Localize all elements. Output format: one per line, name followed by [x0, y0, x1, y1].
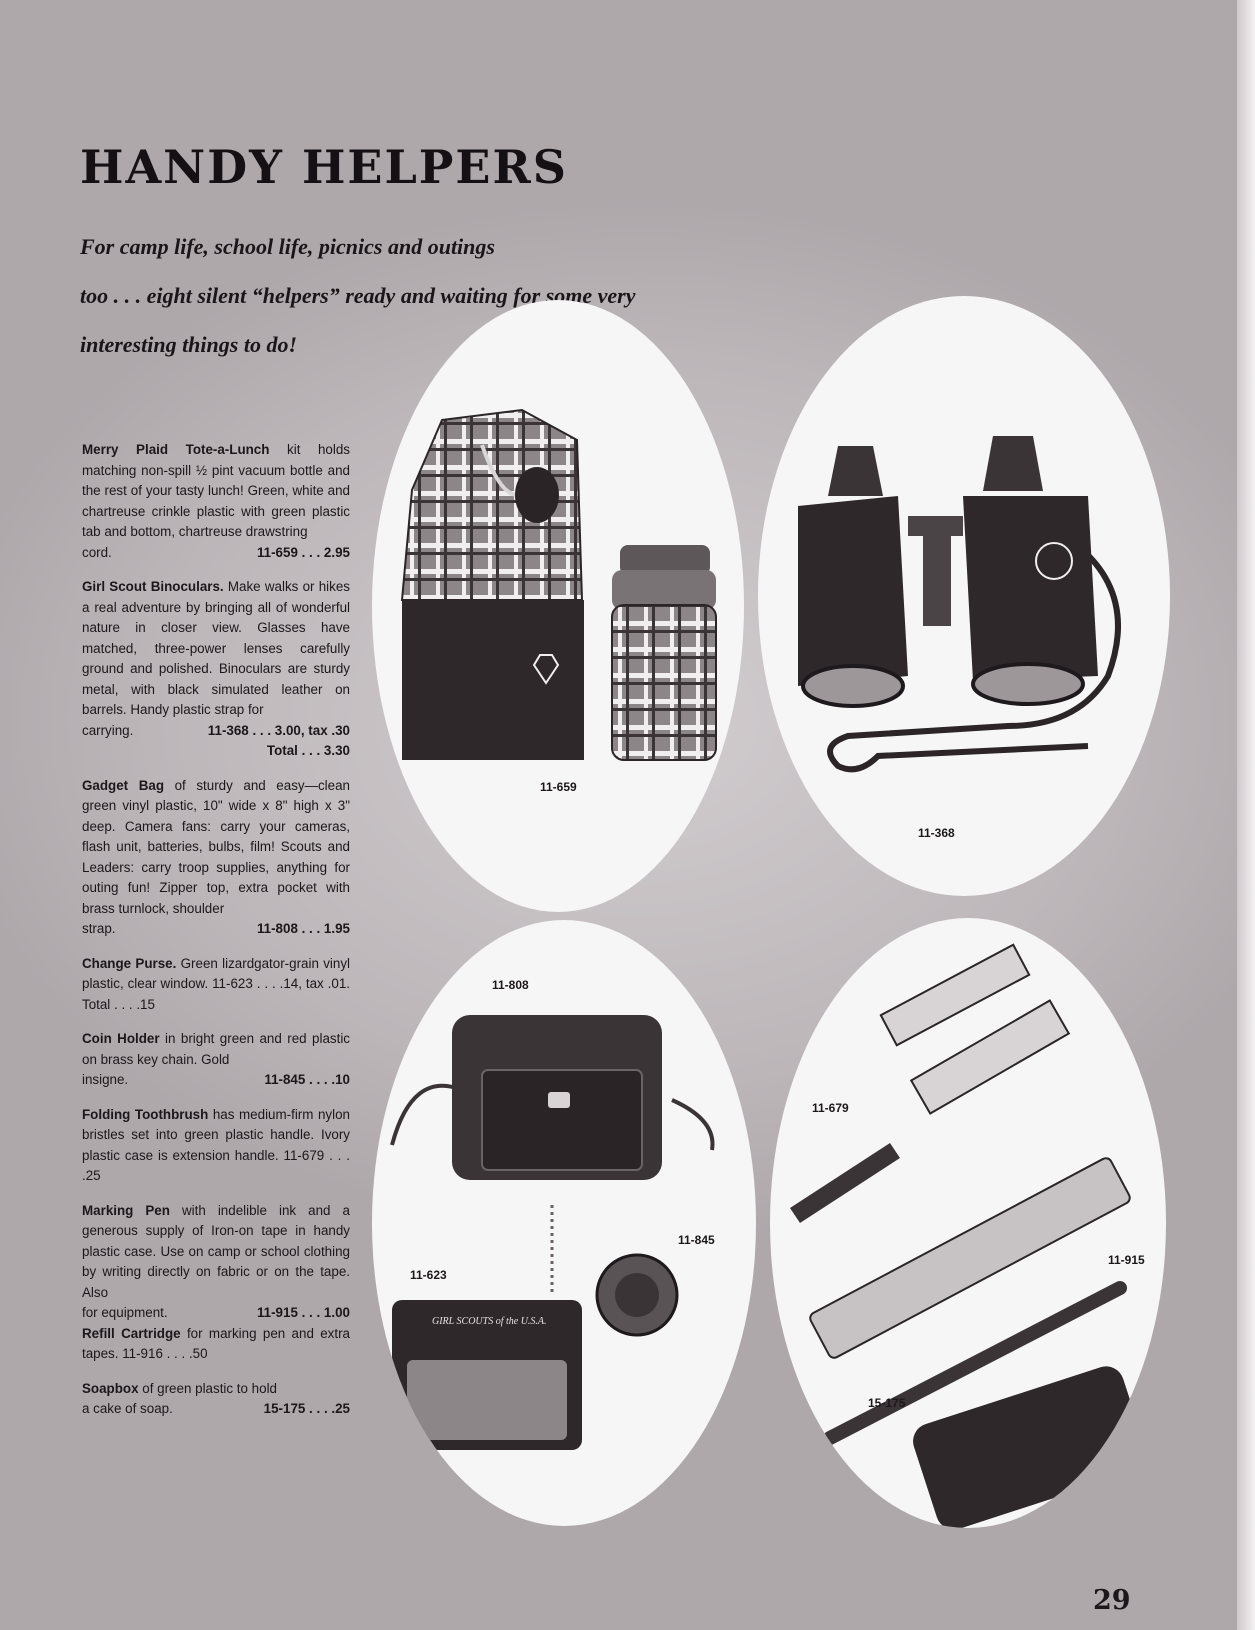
thermos-body	[612, 605, 716, 760]
turnlock-icon	[548, 1092, 570, 1108]
caption-lunch: 11-659	[540, 780, 577, 794]
item-extra-desc: for marking pen and extra tapes. 11-916 . . . .50	[82, 1325, 351, 1361]
intro-line-3: interesting things to do!	[80, 332, 298, 357]
item-desc: has medium-firm nylon bristles set into green plastic handle. Ivory plastic case is extension handle. 11-679 . . . .25	[82, 1106, 350, 1183]
item-price: 11-659 . . . 2.95	[256, 544, 350, 560]
pen-case	[808, 1156, 1132, 1360]
shoulder-strap-right	[672, 1100, 713, 1150]
item-desc-end: for equipment.	[82, 1305, 168, 1320]
page-binding-edge	[1237, 0, 1255, 1630]
left-eyepiece	[828, 446, 883, 496]
item-desc: in bright green and red plastic on brass key chain. Gold	[82, 1031, 350, 1067]
soapbox	[908, 1362, 1151, 1528]
tote-bag-bottom	[402, 600, 584, 760]
coin-holder-insigne	[615, 1273, 659, 1317]
intro-line-1: For camp life, school life, picnics and outings	[80, 234, 495, 259]
product-descriptions	[82, 440, 350, 1434]
right-barrel	[963, 496, 1098, 681]
item-name: Soapbox	[82, 1380, 139, 1396]
gadget-bag-pocket	[482, 1070, 642, 1170]
item-name: Coin Holder	[82, 1031, 160, 1046]
item-gadget-bag	[82, 776, 350, 940]
right-eyepiece	[983, 436, 1043, 491]
item-binoculars	[82, 577, 350, 762]
bridge	[908, 516, 963, 536]
item-desc: kit holds matching non-spill ½ pint vacuum bottle and the rest of your tasty lunch! Green, white and chartreuse crinkle plastic with green plastic tab and bottom, chartreuse drawstring	[82, 442, 350, 539]
item-desc: with indelible ink and a generous supply of Iron-on tape in handy plastic case. Use on camp or school clothing by writing directly on fabric or on the tape. Also	[82, 1202, 350, 1300]
item-coin-holder	[82, 1029, 350, 1091]
intro-line-2: too . . . eight silent “helpers” ready and waiting for some very	[80, 283, 636, 308]
caption-toothbrush: 11-679	[812, 1101, 849, 1115]
purse-clear-window	[407, 1360, 567, 1440]
item-desc: Make walks or hikes a real adventure by bringing all of wonderful nature in closer view. Glasses have matched, three-power lenses carefully ground and polished. Binoculars are sturdy metal, with black simulated leather on barrels. Handy plastic strap for	[82, 579, 350, 717]
item-price: 11-808 . . . 1.95	[256, 921, 350, 936]
left-barrel	[798, 496, 908, 686]
caption-pen: 11-915	[1108, 1253, 1145, 1267]
item-desc-end: strap.	[82, 921, 116, 936]
item-desc-end: insigne.	[82, 1072, 129, 1087]
item-desc-end: a cake of soap.	[82, 1401, 173, 1416]
item-name: Change Purse.	[82, 955, 177, 971]
page-number: 29	[1093, 1585, 1131, 1616]
caption-binoculars: 11-368	[918, 826, 955, 840]
item-soapbox	[82, 1379, 350, 1420]
item-tote-a-lunch	[82, 440, 350, 563]
item-total: Total . . . 3.30	[266, 743, 350, 758]
item-marking-pen	[82, 1201, 350, 1365]
item-desc: of green plastic to hold	[138, 1380, 278, 1396]
caption-coin-holder: 11-845	[678, 1233, 715, 1247]
page-title: HANDY HELPERS	[80, 140, 568, 194]
focus-wheel	[923, 536, 951, 626]
item-name: Folding Toothbrush	[82, 1106, 209, 1122]
right-lens	[973, 664, 1083, 704]
item-desc-end: cord.	[82, 544, 112, 560]
tote-tab	[515, 467, 559, 523]
item-name: Girl Scout Binoculars.	[82, 579, 224, 594]
lunch-kit-illustration	[372, 300, 744, 912]
item-change-purse	[82, 954, 350, 1016]
item-desc-end: carrying.	[82, 722, 134, 738]
shoulder-strap-left	[392, 1086, 462, 1145]
item-name: Gadget Bag	[82, 777, 165, 793]
caption-soapbox: 15-175	[868, 1396, 906, 1410]
oval-lunch-kit	[372, 300, 744, 912]
bags-illustration	[372, 920, 756, 1526]
toothbrush-pen-illustration	[770, 918, 1166, 1528]
item-price: 11-368 . . . 3.00, tax .30	[207, 722, 350, 738]
oval-toothbrush-pen	[770, 918, 1166, 1528]
toothbrush-head	[790, 1143, 900, 1223]
item-name: Merry Plaid Tote-a-Lunch	[82, 442, 270, 457]
item-folding-toothbrush	[82, 1105, 350, 1187]
oval-gadget-bag	[372, 920, 756, 1526]
item-price: 11-845 . . . .10	[264, 1072, 350, 1087]
caption-gadget-bag: 11-808	[492, 978, 529, 992]
oval-binoculars	[758, 296, 1170, 896]
purse-label: GIRL SCOUTS of the U.S.A.	[432, 1316, 547, 1327]
caption-change-purse: 11-623	[410, 1268, 447, 1282]
item-price: 11-915 . . . 1.00	[256, 1305, 350, 1320]
binoculars-illustration	[758, 296, 1170, 896]
left-lens	[803, 666, 903, 706]
item-price: 15-175 . . . .25	[263, 1401, 350, 1416]
item-name: Marking Pen	[82, 1202, 170, 1218]
item-extra-name: Refill Cartridge	[82, 1325, 181, 1341]
item-desc: of sturdy and easy—clean green vinyl plastic, 10" wide x 8" high x 3" deep. Camera fans: carry your cameras, flash unit, batteries, bulbs, film! Scouts and Leaders: carry troop supplies, anything for outing fun! Zipper top, extra pocket with brass turnlock, shoulder	[82, 777, 350, 916]
item-desc: Green lizardgator-grain vinyl plastic, clear window. 11-623 . . . .14, tax .01. Total . . . .15	[82, 955, 350, 1012]
